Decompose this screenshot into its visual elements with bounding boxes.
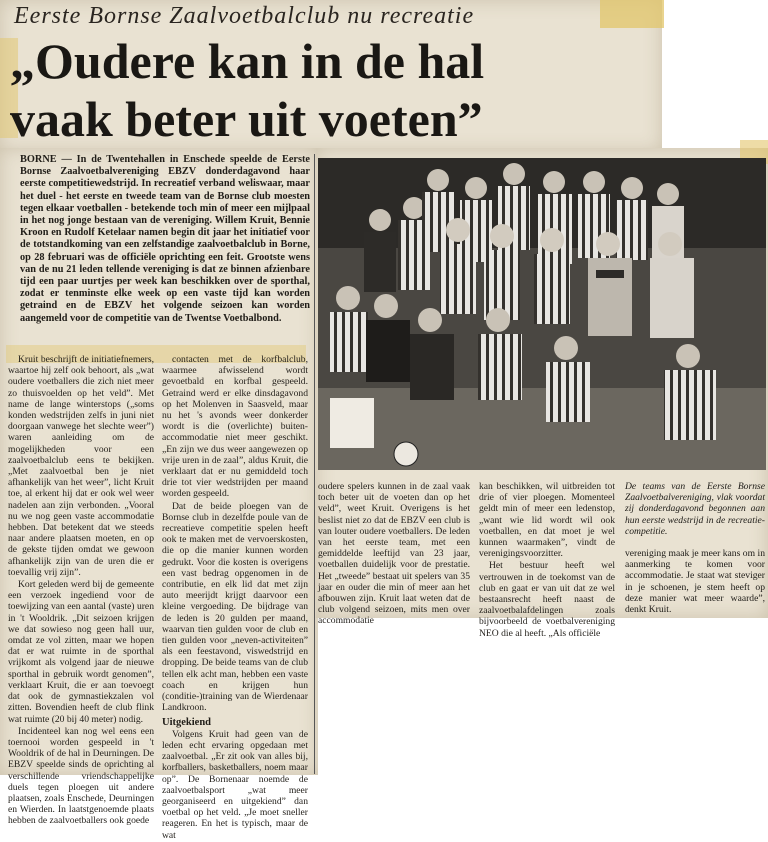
article-column-3	[318, 481, 470, 628]
photo-caption: De teams van de Eerste Bornse Zaalvoetbalvereniging, vlak voordat zij donderdagavond begonnen aan hun eerste wedstrijd in de recreatie-competitie.	[625, 481, 765, 537]
article-kicker: Eerste Bornse Zaalvoetbalclub nu recreatie	[14, 3, 475, 29]
team-photo	[318, 158, 766, 470]
intro-paragraph: BORNE — In de Twentehallen in Enschede speelde de Eerste Bornse Zaalvoetbalvereniging EBZV donderdagavond haar eerste competitiewedstrijd. In recreatief verband weliswaar, maar het duel - het eerste en tweede team van de Bornse club moesten tegen elkaar voetballen - betekende toch min of meer een mijlpaal in het nog jonge bestaan van de vereniging. Willem Kruit, Bennie Kroon en Rudolf Ketelaar namen begin dit jaar het initiatief voor de totstandkoming van een zelfstandige zaalvoetbalclub in Borne, op 28 februari was de officiële oprichting een feit. Grootste wens van de nu 21 leden tellende vereniging is dat ze binnen afzienbare tijd een paar uurtjes per week kan beschikken over de sporthal, zodat er tenminste elke week op een vaste tijd kan worden getraind en de EBZV het volgende seizoen kan worden aangemeld voor de competitie van de Twentse Voetbalbond.	[20, 154, 310, 324]
article-column-2	[162, 354, 308, 842]
column-2-paragraph-1: contacten met de korfbalclub, waarmee afwisselend wordt gevoetbald en korfbal gespeeld. Getraind werd er elke dinsdagavond op het Molenven in Saasveld, maar nu het 's avonds weer donkerder wordt is die (overlichte) buiten-accommodatie niet meer geschikt. „En zijn we dus weer aangewezen op vrije uren in de zaal”, aldus Kruit, die verklaart dat er nu gemiddeld toch drie tot vier wedstrijden per maand worden gespeeld.	[162, 354, 308, 500]
column-4-paragraph-1: kan beschikken, wil uitbreiden tot drie of vier ploegen. Momenteel geldt min of meer een ledenstop, „want wie lid wordt wil ook voetballen, en dat moet je wel kunnen waarmaken”, vindt de verenigingsvoorzitter.	[479, 481, 615, 560]
column-divider	[314, 154, 315, 774]
headline-line-1: „Oudere kan in de hal	[10, 33, 485, 89]
column-3-paragraph-1: oudere spelers kunnen in de zaal vaak toch beter uit de voeten dan op het veld”, weet Kruit. Overigens is het beslist niet zo dat de EBZV een club is van louter oudere voetballers. De leden van het eerste team, met een gemiddelde leeftijd van 23 jaar, voetballen duidelijk voor de prestatie. Het „tweede” bestaat uit spelers van 35 jaar en ouder die min of meer aan het afbouwen zijn. Kruit laat weten dat de club volgend seizoen, mits men over accommodatie	[318, 481, 470, 627]
article-intro	[20, 154, 310, 326]
column-4-paragraph-2: Het bestuur heeft wel vertrouwen in de toekomst van de club en gaat er van uit dat ze wel bestaansrecht heeft naast de zaalvoetbalafdelingen zoals bijvoorbeeld de voetbalvereniging NEO die al heeft. „Als officiële	[479, 560, 615, 639]
section-subhead: Uitgekiend	[162, 716, 212, 728]
column-1-paragraph-1: Kruit beschrijft de initiatiefnemers, waartoe hij zelf ook behoort, als „wat oudere voetballers die zich niet meer zo thuisvoelden op het veld”. Met name de lange winterstops („soms konden wedstrijden zelfs in juni niet doorgaan vanwege het slechte weer”) waren aanleiding om de mogelijkheden voor een zaalvoetbalclub eens te bekijken. „Met zaalvoetbal ben je niet afhankelijk van het weer”, licht Kruit toe, al erkent hij dat er ook wel weer nadelen aan zijn verbonden. „Vooral nu we nog geen vaste accommodatie hebben. Dat betekent dat we steeds naar andere plaatsen moeten, en op de gekste tijden omdat we gewoon afhankelijk zijn van de uren die er toevallig vrij zijn”.	[8, 354, 154, 578]
article-headline	[10, 32, 610, 148]
tape-strip-top	[600, 0, 664, 28]
column-1-paragraph-3: Incidenteel kan nog wel eens een toernooi worden gespeeld in 't Wooldrik of de hal in Deurningen. De EBZV speelde sinds de oprichting al verschillende vriendschappelijke duels tegen ploegen uit andere plaatsen, zoals Enschede, Deurningen en Wierden. In laatstgenoemde plaats hebben de zaalvoetballers ook goede	[8, 725, 154, 827]
column-2-paragraph-2: Dat de beide ploegen van de Bornse club in dezelfde poule van de recreatieve competitie spelen heeft ook te maken met de vervoerskosten, die op die manier kunnen worden gedrukt. Voor die kosten is overigens een vast bedrag opgenomen in de contributie, en elk lid dat met zijn auto meerijdt krijgt daarvoor een kleine vergoeding. De bijdrage van de leden is 20 gulden per maand, waarvan tien gulden voor de club en tien gulden voor „neven-activiteiten” als een feestavond, viswedstrijd en dropping. De beide teams van de club tellen elk acht man, hebben een vaste coach en krijgen hun (conditie-)training van de Wierdenaar Landkroon.	[162, 500, 308, 714]
article-column-5: vereniging maak je meer kans om in aanmerking te komen voor accommodatie. Je staat wat steviger in je schoenen, je stem heeft op deze manier wat meer waarde”, denkt Kruit.	[625, 548, 765, 616]
headline-line-2: vaak beter uit voeten”	[10, 91, 483, 147]
team-photo-image	[318, 158, 766, 470]
column-1-paragraph-2: Kort geleden werd bij de gemeente een verzoek ingediend voor de toewijzing van een aantal (vaste) uren in 't Wooldrik. „Dit seizoen krijgen we dat sowieso nog geen hall uur, omdat ze vol zitten, maar we hopen dat er wat ruimte in de sporthal vrijkomt als volgend jaar de nieuwe sporthal in gebruik wordt genomen”, verklaart Kruit, die er aan toevoegt dat ook de gymnastiekzalen vol zitten. Bovendien heeft de club flink wat ruimte (20 bij 40 meter) nodig.	[8, 579, 154, 725]
article-column-1	[8, 354, 154, 828]
column-2-paragraph-3: Volgens Kruit had geen van de leden echt ervaring opgedaan met zaalvoetbal. „Er zit ook van alles bij, korfballers, basketballers, noem maar op”. De Bornenaar noemde de zaalvoetbalsport „wat meer georganiseerd en uitgekiend” dan voetbal op het veld. „Je moet sneller reageren. En het is typisch, maar de wat	[162, 728, 308, 841]
article-column-4	[479, 481, 615, 640]
